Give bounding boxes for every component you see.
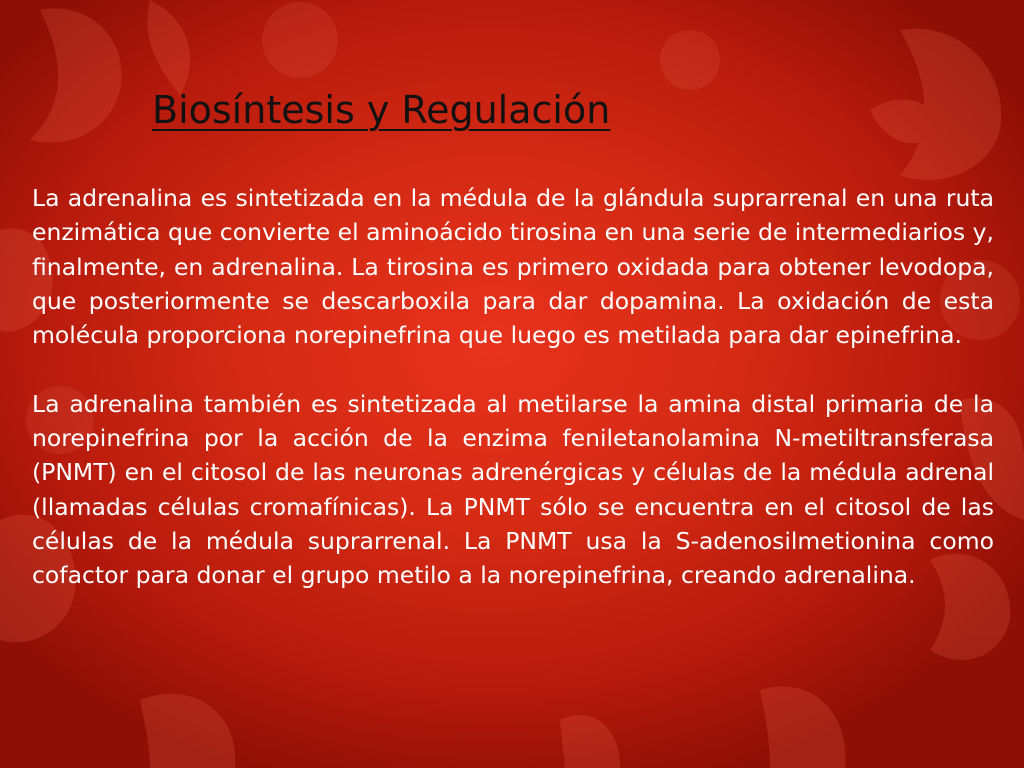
body-paragraph: La adrenalina es sintetizada en la médula de la glándula suprarrenal en una ruta enzimática que convierte el aminoácido tirosina en una serie de intermediarios y, finalmente, en adrenalina. La tirosina es primero oxidada para obtener levodopa, que posteriormente se descarboxila para dar dopamina. La oxidación de esta molécula proporciona norepinefrina que luego es metilada para dar epinefrina. — [32, 184, 994, 350]
leaf-decoration — [30, 8, 122, 142]
leaf-decoration — [660, 30, 720, 90]
slide-title: Biosíntesis y Regulación — [152, 88, 611, 132]
leaf-decoration — [147, 0, 190, 95]
leaf-decoration — [262, 2, 338, 78]
leaf-decoration — [760, 687, 845, 768]
leaf-decoration — [560, 715, 620, 768]
body-paragraph: La adrenalina también es sintetizada al metilarse la amina distal primaria de la norepinefrina por la acción de la enzima feniletanolamina N-metiltransferasa (PNMT) en el citosol de las neuronas adrenérgicas y células de la médula adrenal (llamadas células cromafínicas). La PNMT sólo se encuentra en el citosol de las células de la médula suprarrenal. La PNMT usa la S-adenosilmetionina como cofactor para donar el grupo metilo a la norepinefrina, creando adrenalina. — [32, 389, 994, 590]
slide-body — [32, 181, 994, 593]
leaf-decoration — [140, 694, 235, 768]
